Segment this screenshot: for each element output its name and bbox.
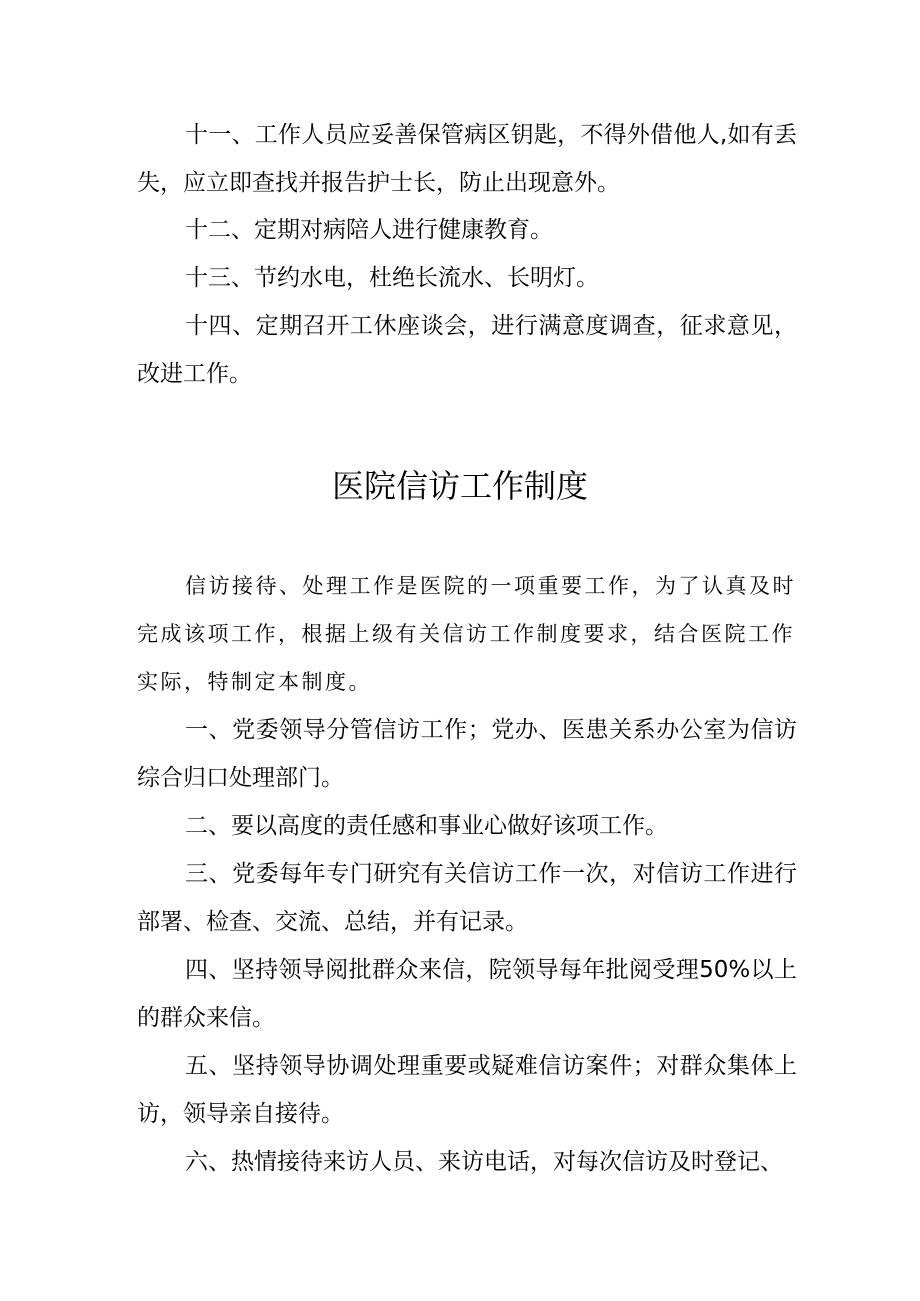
- paragraph-item-14: 十四、定期召开工休座谈会，进行满意度调查，征求意见，改进工作。: [137, 313, 797, 387]
- paragraph-item-13: 十三、节约水电，杜绝长流水、长明灯。: [185, 265, 599, 291]
- paragraph-item-12: 十二、定期对病陪人进行健康教育。: [185, 217, 553, 243]
- paragraph-item-5: 五、坚持领导协调处理重要或疑难信访案件；对群众集体上访，领导亲自接待。: [137, 1053, 797, 1127]
- paragraph-item-6: 六、热情接待来访人员、来访电话，对每次信访及时登记、: [185, 1149, 783, 1175]
- paragraph-item-2: 二、要以高度的责任感和事业心做好该项工作。: [185, 813, 668, 839]
- paragraph-item-3: 三、党委每年专门研究有关信访工作一次，对信访工作进行部署、检查、交流、总结，并有记录。: [137, 861, 797, 935]
- paragraph-item-11: 十一、工作人员应妥善保管病区钥匙，不得外借他人,如有丢失，应立即查找并报告护士长，防止出现意外。: [137, 122, 797, 196]
- paragraph-item-4: 四、坚持领导阅批群众来信，院领导每年批阅受理50%以上的群众来信。: [137, 957, 797, 1031]
- paragraph-item-1: 一、党委领导分管信访工作；党办、医患关系办公室为信访综合归口处理部门。: [137, 717, 797, 791]
- intro-paragraph: 信访接待、处理工作是医院的一项重要工作，为了认真及时完成该项工作，根据上级有关信访工作制度要求，结合医院工作实际，特制定本制度。: [137, 574, 796, 694]
- document-title: 医院信访工作制度: [331, 467, 588, 505]
